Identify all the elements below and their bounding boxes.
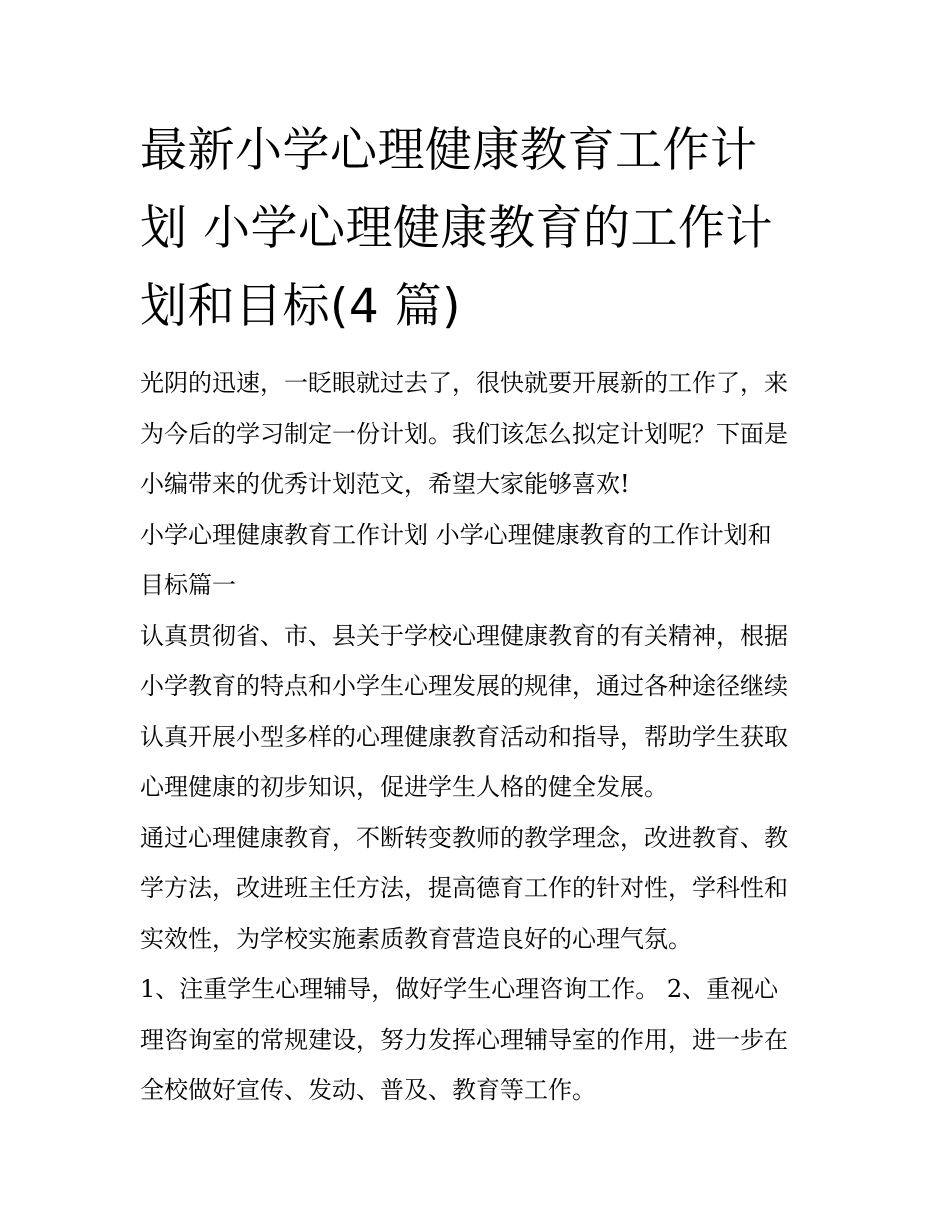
intro-paragraph: 光阴的迅速，一眨眼就过去了，很快就要开展新的工作了，来 为今后的学习制定一份计划。我们该怎么拟定计划呢？下面是 小编带来的优秀计划范文，希望大家能够喜欢!: [140, 369, 788, 498]
task-list-paragraph: 1、注重学生心理辅导，做好学生心理咨询工作。 2、重视心 理咨询室的常规建设，努力发挥心理辅导室的作用，进一步在 全校做好宣传、发动、普及、教育等工作。: [140, 975, 788, 1104]
document-title: 最新小学心理健康教育工作计 划 小学心理健康教育的工作计 划和目标(4 篇): [140, 123, 773, 334]
goal-paragraph: 通过心理健康教育，不断转变教师的教学理念，改进教育、教 学方法，改进班主任方法，提高德育工作的针对性，学科性和 实效性，为学校实施素质教育营造良好的心理气氛。: [140, 823, 788, 953]
guiding-principle-paragraph: 认真贯彻省、市、县关于学校心理健康教育的有关精神，根据 小学教育的特点和小学生心理发展的规律，通过各种途径继续 认真开展小型多样的心理健康教育活动和指导，帮助学生获取 心理健康的初步知识，促进学生人格的健全发展。: [140, 621, 788, 801]
section-heading: 小学心理健康教育工作计划 小学心理健康教育的工作计划和 目标篇一: [140, 520, 772, 599]
document-body: [140, 112, 820, 1116]
